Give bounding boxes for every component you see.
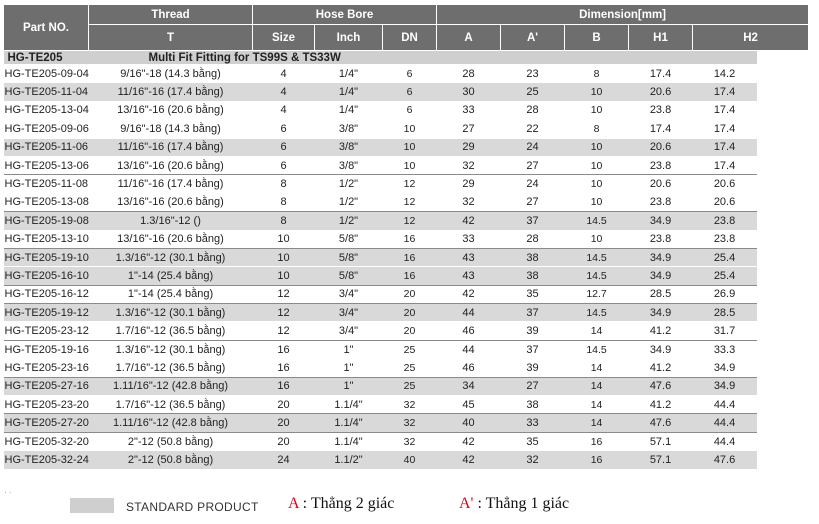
dn-cell: 32 [383, 414, 437, 432]
a-prime-cell: 39 [501, 322, 565, 340]
header-size: Size [253, 25, 315, 51]
b-cell: 12.7 [565, 285, 629, 303]
h1-cell: 23.8 [629, 193, 693, 211]
part-no-cell: HG-TE205-19-12 [4, 304, 89, 322]
a-prime-cell: 39 [501, 359, 565, 377]
a-cell: 43 [437, 267, 501, 285]
a-cell: 44 [437, 340, 501, 358]
inch-cell: 1.1/4" [315, 432, 383, 450]
h1-cell: 28.5 [629, 285, 693, 303]
h2-cell: 17.4 [693, 101, 757, 119]
row-gap [757, 65, 809, 83]
part-no-cell: HG-TE205-13-08 [4, 193, 89, 211]
h1-cell: 47.6 [629, 414, 693, 432]
table-row [4, 414, 809, 432]
a-prime-cell: 35 [501, 285, 565, 303]
row-gap [757, 377, 809, 395]
b-cell: 8 [565, 65, 629, 83]
h1-cell: 23.8 [629, 101, 693, 119]
table-row [4, 65, 809, 83]
row-gap [757, 359, 809, 377]
size-cell: 10 [253, 267, 315, 285]
part-no-cell: HG-TE205-11-08 [4, 175, 89, 193]
inch-cell: 1/4" [315, 65, 383, 83]
a-prime-cell: 37 [501, 212, 565, 230]
h1-cell: 41.2 [629, 359, 693, 377]
h2-cell: 17.4 [693, 83, 757, 101]
b-cell: 10 [565, 230, 629, 248]
a-cell: 34 [437, 377, 501, 395]
h2-cell: 26.9 [693, 285, 757, 303]
b-cell: 14.5 [565, 340, 629, 358]
dn-cell: 20 [383, 285, 437, 303]
thread-cell: 13/16"-16 (20.6 bằng) [89, 101, 253, 119]
table-row [4, 230, 809, 248]
size-cell: 6 [253, 120, 315, 138]
a-prime-cell: 25 [501, 83, 565, 101]
inch-cell: 3/8" [315, 156, 383, 174]
dn-cell: 25 [383, 340, 437, 358]
b-cell: 8 [565, 120, 629, 138]
legend-a [288, 495, 394, 513]
table-row [4, 138, 809, 156]
h1-cell: 57.1 [629, 432, 693, 450]
a-cell: 46 [437, 322, 501, 340]
header-b: B [565, 25, 629, 51]
part-no-cell: HG-TE205-11-04 [4, 83, 89, 101]
table-row [4, 120, 809, 138]
thread-cell: 1.11/16"-12 (42.8 bằng) [89, 377, 253, 395]
b-cell: 10 [565, 175, 629, 193]
inch-cell: 3/4" [315, 322, 383, 340]
table-row [4, 267, 809, 285]
part-no-cell: HG-TE205-13-06 [4, 156, 89, 174]
inch-cell: 1/2" [315, 193, 383, 211]
row-gap [757, 267, 809, 285]
h1-cell: 34.9 [629, 340, 693, 358]
h2-cell: 14.2 [693, 65, 757, 83]
b-cell: 14 [565, 414, 629, 432]
b-cell: 14.5 [565, 267, 629, 285]
a-prime-cell: 33 [501, 414, 565, 432]
inch-cell: 1.1/4" [315, 414, 383, 432]
inch-cell: 1.1/2" [315, 451, 383, 469]
row-gap [757, 193, 809, 211]
row-gap [757, 322, 809, 340]
h1-cell: 47.6 [629, 377, 693, 395]
footnote-marks: · · [4, 488, 12, 497]
inch-cell: 3/4" [315, 304, 383, 322]
inch-cell: 1" [315, 359, 383, 377]
a-prime-cell: 27 [501, 193, 565, 211]
inch-cell: 1" [315, 340, 383, 358]
a-prime-cell: 35 [501, 432, 565, 450]
h1-cell: 17.4 [629, 120, 693, 138]
b-cell: 10 [565, 193, 629, 211]
section-filler [437, 51, 757, 65]
dn-cell: 6 [383, 65, 437, 83]
size-cell: 12 [253, 304, 315, 322]
size-cell: 12 [253, 322, 315, 340]
inch-cell: 5/8" [315, 248, 383, 266]
section-code: HG-TE205 [4, 51, 89, 65]
table-row [4, 248, 809, 266]
part-no-cell: HG-TE205-19-10 [4, 248, 89, 266]
size-cell: 6 [253, 156, 315, 174]
a-prime-cell: 27 [501, 377, 565, 395]
thread-cell: 13/16"-16 (20.6 bằng) [89, 193, 253, 211]
row-gap [757, 285, 809, 303]
inch-cell: 3/8" [315, 138, 383, 156]
a-cell: 27 [437, 120, 501, 138]
dn-cell: 10 [383, 156, 437, 174]
a-cell: 30 [437, 83, 501, 101]
a-cell: 29 [437, 138, 501, 156]
size-cell: 8 [253, 212, 315, 230]
dn-cell: 12 [383, 193, 437, 211]
header-dn: DN [383, 25, 437, 51]
h2-cell: 28.5 [693, 304, 757, 322]
dn-cell: 25 [383, 377, 437, 395]
standard-product-swatch [70, 498, 114, 513]
h2-cell: 47.6 [693, 451, 757, 469]
a-cell: 33 [437, 230, 501, 248]
dn-cell: 6 [383, 83, 437, 101]
b-cell: 14.5 [565, 304, 629, 322]
thread-cell: 1"-14 (25.4 bằng) [89, 285, 253, 303]
a-cell: 42 [437, 451, 501, 469]
b-cell: 10 [565, 83, 629, 101]
table-row [4, 451, 809, 469]
b-cell: 14 [565, 377, 629, 395]
section-row [4, 51, 809, 65]
a-prime-cell: 38 [501, 248, 565, 266]
size-cell: 8 [253, 175, 315, 193]
table-row [4, 175, 809, 193]
thread-cell: 1"-14 (25.4 bằng) [89, 267, 253, 285]
row-gap [757, 230, 809, 248]
a-prime-cell: 37 [501, 304, 565, 322]
a-prime-cell: 37 [501, 340, 565, 358]
a-cell: 43 [437, 248, 501, 266]
b-cell: 14.5 [565, 212, 629, 230]
header-a-prime: A' [501, 25, 565, 51]
standard-product-label: STANDARD PRODUCT [126, 500, 259, 514]
a-cell: 46 [437, 359, 501, 377]
dn-cell: 40 [383, 451, 437, 469]
b-cell: 14.5 [565, 248, 629, 266]
row-gap [757, 340, 809, 358]
size-cell: 20 [253, 396, 315, 414]
a-prime-cell: 24 [501, 138, 565, 156]
dn-cell: 16 [383, 230, 437, 248]
dn-cell: 25 [383, 359, 437, 377]
row-gap [757, 212, 809, 230]
h2-cell: 31.7 [693, 322, 757, 340]
thread-cell: 1.3/16"-12 () [89, 212, 253, 230]
header-thread-t: T [89, 25, 253, 51]
part-no-cell: HG-TE205-09-04 [4, 65, 89, 83]
inch-cell: 1" [315, 377, 383, 395]
a-cell: 42 [437, 285, 501, 303]
table-row [4, 359, 809, 377]
a-prime-cell: 28 [501, 230, 565, 248]
h2-cell: 34.9 [693, 359, 757, 377]
h1-cell: 34.9 [629, 212, 693, 230]
dn-cell: 32 [383, 432, 437, 450]
h2-cell: 17.4 [693, 120, 757, 138]
table-row [4, 285, 809, 303]
thread-cell: 13/16"-16 (20.6 bằng) [89, 156, 253, 174]
table-row [4, 304, 809, 322]
h1-cell: 17.4 [629, 65, 693, 83]
part-no-cell: HG-TE205-23-12 [4, 322, 89, 340]
h1-cell: 41.2 [629, 396, 693, 414]
h2-cell: 23.8 [693, 230, 757, 248]
legend-a-prime-text: : Thẳng 1 giác [473, 495, 570, 512]
a-prime-cell: 28 [501, 101, 565, 119]
part-no-cell: HG-TE205-19-16 [4, 340, 89, 358]
legend-a-text: : Thẳng 2 giác [298, 495, 395, 512]
header-h1: H1 [629, 25, 693, 51]
header-row-sub [4, 25, 809, 51]
a-cell: 44 [437, 304, 501, 322]
table-row [4, 83, 809, 101]
thread-cell: 1.3/16"-12 (30.1 bằng) [89, 340, 253, 358]
h2-cell: 25.4 [693, 248, 757, 266]
size-cell: 12 [253, 285, 315, 303]
row-gap [757, 432, 809, 450]
size-cell: 20 [253, 414, 315, 432]
dn-cell: 10 [383, 120, 437, 138]
thread-cell: 9/16"-18 (14.3 bằng) [89, 65, 253, 83]
row-gap [757, 414, 809, 432]
a-cell: 42 [437, 432, 501, 450]
dn-cell: 20 [383, 322, 437, 340]
h1-cell: 57.1 [629, 451, 693, 469]
fitting-spec-table [3, 4, 809, 470]
part-no-cell: HG-TE205-13-04 [4, 101, 89, 119]
b-cell: 16 [565, 451, 629, 469]
row-gap [757, 83, 809, 101]
inch-cell: 5/8" [315, 230, 383, 248]
size-cell: 16 [253, 377, 315, 395]
b-cell: 10 [565, 156, 629, 174]
header-a: A [437, 25, 501, 51]
h1-cell: 20.6 [629, 138, 693, 156]
dn-cell: 12 [383, 175, 437, 193]
a-cell: 42 [437, 212, 501, 230]
b-cell: 16 [565, 432, 629, 450]
legend-a-prime-letter: A' [459, 495, 474, 512]
thread-cell: 1.3/16"-12 (30.1 bằng) [89, 248, 253, 266]
part-no-cell: HG-TE205-27-16 [4, 377, 89, 395]
dn-cell: 6 [383, 101, 437, 119]
h1-cell: 34.9 [629, 304, 693, 322]
size-cell: 16 [253, 359, 315, 377]
table-row [4, 322, 809, 340]
inch-cell: 1/4" [315, 83, 383, 101]
h1-cell: 20.6 [629, 83, 693, 101]
a-prime-cell: 24 [501, 175, 565, 193]
b-cell: 10 [565, 101, 629, 119]
part-no-cell: HG-TE205-32-24 [4, 451, 89, 469]
size-cell: 10 [253, 230, 315, 248]
thread-cell: 2"-12 (50.8 bằng) [89, 432, 253, 450]
thread-cell: 1.3/16"-12 (30.1 bằng) [89, 304, 253, 322]
inch-cell: 1/4" [315, 101, 383, 119]
size-cell: 20 [253, 432, 315, 450]
dn-cell: 16 [383, 267, 437, 285]
table-row [4, 377, 809, 395]
a-cell: 28 [437, 65, 501, 83]
inch-cell: 5/8" [315, 267, 383, 285]
header-h2: H2 [693, 25, 809, 51]
thread-cell: 9/16"-18 (14.3 bằng) [89, 120, 253, 138]
h1-cell: 20.6 [629, 175, 693, 193]
thread-cell: 1.7/16"-12 (36.5 bằng) [89, 359, 253, 377]
h2-cell: 44.4 [693, 414, 757, 432]
b-cell: 14 [565, 359, 629, 377]
a-prime-cell: 32 [501, 451, 565, 469]
inch-cell: 1/2" [315, 212, 383, 230]
thread-cell: 11/16"-16 (17.4 bằng) [89, 138, 253, 156]
h1-cell: 23.8 [629, 230, 693, 248]
header-hose-bore: Hose Bore [253, 5, 437, 25]
inch-cell: 3/4" [315, 285, 383, 303]
row-gap [757, 120, 809, 138]
part-no-cell: HG-TE205-16-10 [4, 267, 89, 285]
table-row [4, 340, 809, 358]
part-no-cell: HG-TE205-16-12 [4, 285, 89, 303]
h2-cell: 20.6 [693, 175, 757, 193]
dn-cell: 16 [383, 248, 437, 266]
thread-cell: 1.7/16"-12 (36.5 bằng) [89, 396, 253, 414]
thread-cell: 2"-12 (50.8 bằng) [89, 451, 253, 469]
part-no-cell: HG-TE205-23-20 [4, 396, 89, 414]
part-no-cell: HG-TE205-19-08 [4, 212, 89, 230]
row-gap [757, 138, 809, 156]
a-cell: 45 [437, 396, 501, 414]
h2-cell: 34.9 [693, 377, 757, 395]
size-cell: 6 [253, 138, 315, 156]
table-row [4, 156, 809, 174]
b-cell: 14 [565, 322, 629, 340]
table-row [4, 193, 809, 211]
header-row-top [4, 5, 809, 25]
size-cell: 10 [253, 248, 315, 266]
row-gap [757, 451, 809, 469]
inch-cell: 1/2" [315, 175, 383, 193]
size-cell: 4 [253, 83, 315, 101]
size-cell: 4 [253, 65, 315, 83]
size-cell: 24 [253, 451, 315, 469]
part-no-cell: HG-TE205-11-06 [4, 138, 89, 156]
header-dimension: Dimension[mm] [437, 5, 809, 25]
a-cell: 40 [437, 414, 501, 432]
h2-cell: 33.3 [693, 340, 757, 358]
dn-cell: 32 [383, 396, 437, 414]
table-body [4, 51, 809, 470]
dn-cell: 12 [383, 212, 437, 230]
h2-cell: 20.6 [693, 193, 757, 211]
header-thread: Thread [89, 5, 253, 25]
row-gap [757, 396, 809, 414]
a-cell: 32 [437, 156, 501, 174]
section-gap [757, 51, 809, 65]
a-prime-cell: 23 [501, 65, 565, 83]
row-gap [757, 156, 809, 174]
size-cell: 16 [253, 340, 315, 358]
part-no-cell: HG-TE205-23-16 [4, 359, 89, 377]
h2-cell: 25.4 [693, 267, 757, 285]
h2-cell: 44.4 [693, 396, 757, 414]
part-no-cell: HG-TE205-13-10 [4, 230, 89, 248]
size-cell: 8 [253, 193, 315, 211]
thread-cell: 1.7/16"-12 (36.5 bằng) [89, 322, 253, 340]
h1-cell: 34.9 [629, 267, 693, 285]
row-gap [757, 248, 809, 266]
section-title: Multi Fit Fitting for TS99S & TS33W [89, 51, 437, 65]
h1-cell: 34.9 [629, 248, 693, 266]
h2-cell: 44.4 [693, 432, 757, 450]
thread-cell: 13/16"-16 (20.6 bằng) [89, 230, 253, 248]
h2-cell: 17.4 [693, 138, 757, 156]
a-cell: 29 [437, 175, 501, 193]
row-gap [757, 304, 809, 322]
legend-a-prime [459, 495, 569, 513]
inch-cell: 3/8" [315, 120, 383, 138]
a-prime-cell: 38 [501, 396, 565, 414]
table-row [4, 432, 809, 450]
row-gap [757, 175, 809, 193]
thread-cell: 11/16"-16 (17.4 bằng) [89, 175, 253, 193]
thread-cell: 1.11/16"-12 (42.8 bằng) [89, 414, 253, 432]
table-row [4, 396, 809, 414]
a-cell: 32 [437, 193, 501, 211]
row-gap [757, 101, 809, 119]
thread-cell: 11/16"-16 (17.4 bằng) [89, 83, 253, 101]
header-part-no: Part NO. [4, 5, 89, 51]
part-no-cell: HG-TE205-27-20 [4, 414, 89, 432]
b-cell: 14 [565, 396, 629, 414]
inch-cell: 1.1/4" [315, 396, 383, 414]
h2-cell: 23.8 [693, 212, 757, 230]
a-cell: 33 [437, 101, 501, 119]
dn-cell: 10 [383, 138, 437, 156]
table-row [4, 212, 809, 230]
a-prime-cell: 27 [501, 156, 565, 174]
h1-cell: 23.8 [629, 156, 693, 174]
a-prime-cell: 22 [501, 120, 565, 138]
part-no-cell: HG-TE205-09-06 [4, 120, 89, 138]
part-no-cell: HG-TE205-32-20 [4, 432, 89, 450]
dn-cell: 20 [383, 304, 437, 322]
a-prime-cell: 38 [501, 267, 565, 285]
legend-a-letter: A [288, 495, 299, 512]
header-inch: Inch [315, 25, 383, 51]
b-cell: 10 [565, 138, 629, 156]
size-cell: 4 [253, 101, 315, 119]
h1-cell: 41.2 [629, 322, 693, 340]
h2-cell: 17.4 [693, 156, 757, 174]
table-row [4, 101, 809, 119]
